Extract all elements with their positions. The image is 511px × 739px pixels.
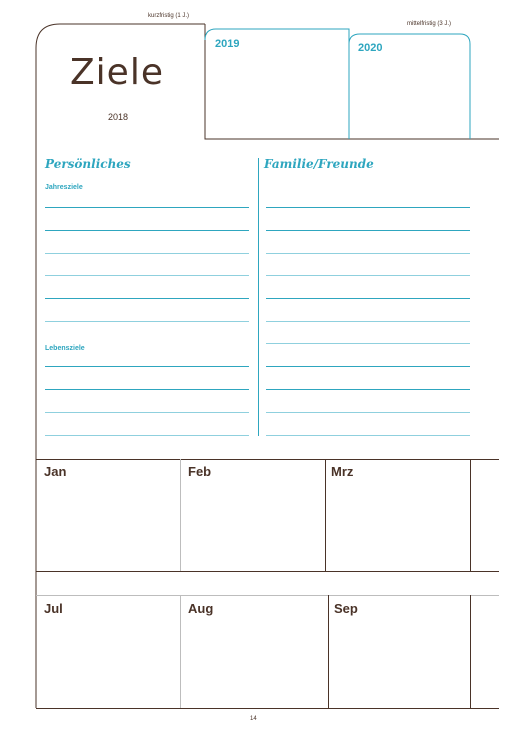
writing-line[interactable]	[266, 253, 470, 254]
writing-line[interactable]	[45, 389, 249, 390]
writing-line[interactable]	[266, 343, 470, 344]
writing-line[interactable]	[45, 321, 249, 322]
family-heading: Familie/Freunde	[264, 157, 374, 171]
tab-year-2019: 2019	[215, 38, 240, 50]
writing-line[interactable]	[45, 298, 249, 299]
writing-line[interactable]	[266, 435, 470, 436]
writing-line[interactable]	[45, 207, 249, 208]
short-term-label: kurzfristig (1 J.)	[148, 13, 190, 19]
page-number: 14	[250, 716, 257, 722]
month-aug: Aug	[188, 601, 214, 616]
month-sep: Sep	[334, 601, 358, 616]
writing-line[interactable]	[266, 230, 470, 231]
page-title: Ziele	[70, 52, 164, 93]
writing-line[interactable]	[45, 275, 249, 276]
writing-line[interactable]	[45, 253, 249, 254]
writing-line[interactable]	[266, 366, 470, 367]
month-mrz: Mrz	[331, 464, 354, 479]
writing-line[interactable]	[266, 207, 470, 208]
writing-line[interactable]	[266, 412, 470, 413]
personal-heading: Persönliches	[45, 157, 131, 171]
writing-line[interactable]	[45, 435, 249, 436]
writing-line[interactable]	[266, 298, 470, 299]
writing-line[interactable]	[266, 321, 470, 322]
mid-term-label: mittelfristig (3 J.)	[407, 21, 452, 27]
yearly-goals-label: Jahresziele	[45, 184, 83, 191]
writing-line[interactable]	[266, 389, 470, 390]
writing-line[interactable]	[45, 412, 249, 413]
page-year: 2018	[108, 112, 129, 122]
month-feb: Feb	[188, 464, 212, 479]
life-goals-label: Lebensziele	[45, 345, 85, 352]
writing-line[interactable]	[45, 230, 249, 231]
writing-line[interactable]	[266, 275, 470, 276]
month-jan: Jan	[44, 464, 67, 479]
writing-line[interactable]	[45, 366, 249, 367]
tab-year-2020: 2020	[358, 42, 383, 54]
month-jul: Jul	[44, 601, 63, 616]
